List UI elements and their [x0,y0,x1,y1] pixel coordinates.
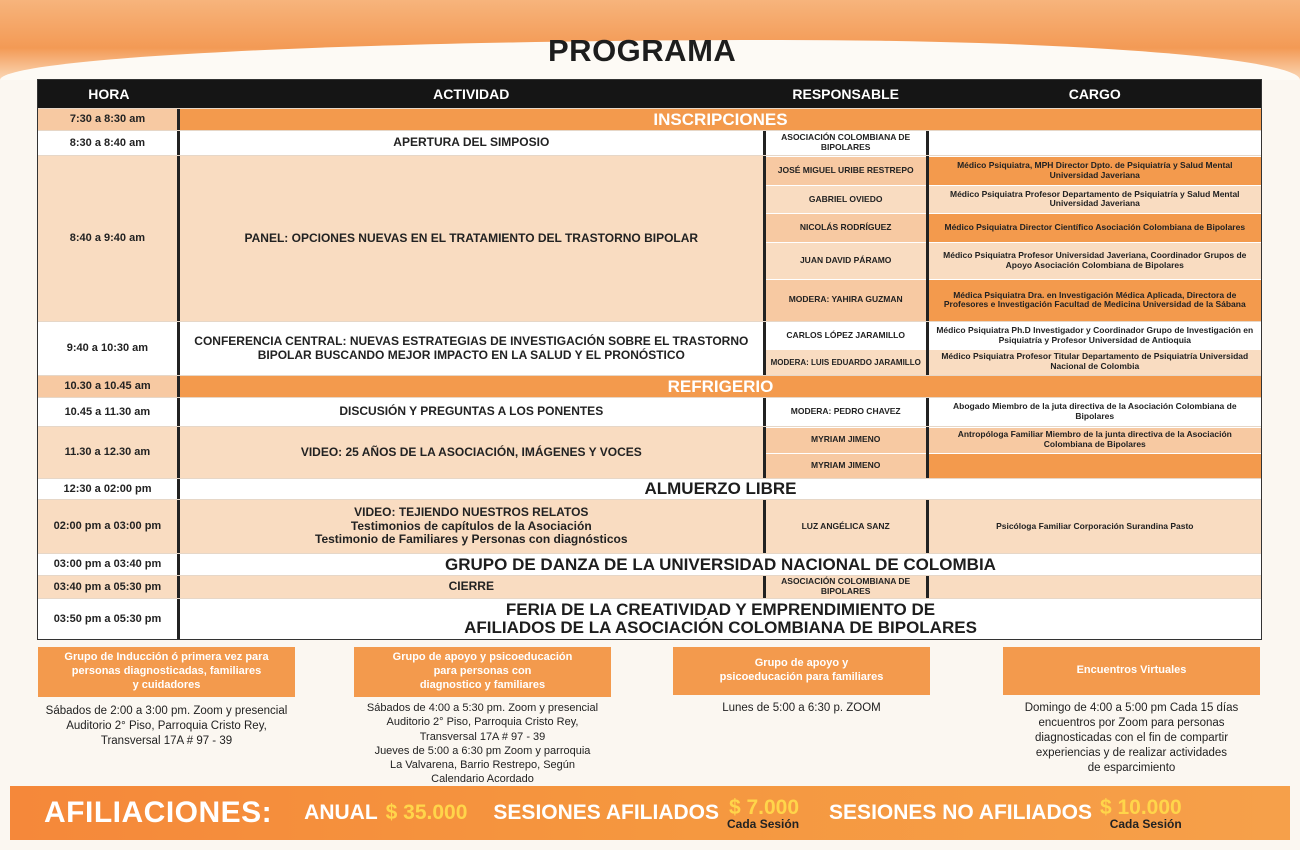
row-position [929,131,1261,155]
group-info-familiares [673,701,930,716]
row-time: 8:40 a 9:40 am [38,156,180,321]
table-row [38,397,1261,426]
header-actividad: ACTIVIDAD [433,86,510,102]
row-position [929,453,1261,479]
group-banner-induccion [38,647,295,697]
row-span: INSCRIPCIONES [180,109,1261,130]
banner-line: Encuentros Virtuales [1076,664,1187,677]
group-banner-familiares [673,647,930,695]
header-responsable: RESPONSABLE [792,86,899,102]
info-line: encuentros por Zoom para personas [1038,716,1225,729]
row-span: REFRIGERIO [180,376,1261,397]
row-time: 8:30 a 8:40 am [38,131,180,155]
info-line: Auditorio 2° Piso, Parroquia Cristo Rey, [386,716,579,729]
group-banner-virtuales [1003,647,1260,695]
span-line: AFILIADOS DE LA ASOCIACIÓN COLOMBIANA DE BIPOLARES [464,618,977,637]
row-position: Psicóloga Familiar Corporación Surandina Pasto [929,500,1261,553]
row-position: Médico Psiquiatra Profesor Titular Departamento de Psiquiatría Universidad Nacional de Colombia [929,349,1261,376]
row-span [180,599,1261,639]
row-activity: PANEL: OPCIONES NUEVAS EN EL TRATAMIENTO DEL TRASTORNO BIPOLAR [180,156,763,321]
row-time: 11.30 a 12.30 am [38,427,180,478]
row-position: Médico Psiquiatra Profesor Departamento de Psiquiatría y Salud Mental Universidad Javeriana [929,185,1261,214]
group-info-virtuales [1003,701,1260,776]
table-header [38,80,1261,108]
table-row [38,553,1261,575]
affiliations-label: AFILIACIONES: [44,796,273,829]
row-position: Médico Psiquiatra Ph.D Investigador y Coordinador Grupo de Investigación en Psiquiatría y Profesor Universidad de Antioquia [929,322,1261,349]
row-responsible: MYRIAM JIMENO [766,453,926,479]
banner-line: y cuidadores [132,678,201,691]
row-position: Médico Psiquiatra Profesor Universidad Javeriana, Coordinador Grupos de Apoyo Asociación Colombiana de Bipolares [929,242,1261,279]
row-activity: CIERRE [180,576,763,598]
header-hora: HORA [88,86,130,102]
row-activity [180,500,763,553]
row-time: 02:00 pm a 03:00 pm [38,500,180,553]
row-responsible: MYRIAM JIMENO [766,427,926,453]
activity-line: Testimonios de capítulos de la Asociación [350,518,592,533]
sesiones-no-afiliados-price: $ 10.000 [1099,795,1182,819]
banner-line: Grupo de Inducción ó primera vez para [64,651,269,664]
row-responsible: CARLOS LÓPEZ JARAMILLO [766,322,926,349]
group-info-induccion [38,704,295,749]
row-position: Antropóloga Familiar Miembro de la junta directiva de la Asociación Colombiana de Bipolares [929,427,1261,453]
table-row [38,375,1261,397]
banner-line: personas diagnosticadas, familiares [71,665,262,678]
row-time: 7:30 a 8:30 am [38,109,180,130]
row-responsible: ASOCIACIÓN COLOMBIANA DE BIPOLARES [763,576,929,598]
sesiones-afiliados-note: Cada Sesión [727,816,800,831]
info-line: Calendario Acordado [431,773,534,786]
banner-line: diagnostico y familiares [419,678,546,691]
sesiones-no-afiliados-label: SESIONES NO AFILIADOS [829,801,1092,824]
sesiones-afiliados-price-block [727,797,799,830]
info-line: de esparcimiento [1087,761,1176,774]
row-activity: DISCUSIÓN Y PREGUNTAS A LOS PONENTES [180,398,763,426]
row-activity: VIDEO: 25 AÑOS DE LA ASOCIACIÓN, IMÁGENES Y VOCES [180,427,763,478]
anual-label: ANUAL [304,801,378,824]
row-responsible: JOSÉ MIGUEL URIBE RESTREPO [766,156,926,185]
span-line: FERIA DE LA CREATIVIDAD Y EMPRENDIMIENTO DE [505,600,936,620]
row-responsible: ASOCIACIÓN COLOMBIANA DE BIPOLARES [763,131,929,155]
row-responsible: MODERA: YAHIRA GUZMAN [766,279,926,321]
affiliations-footer [10,786,1290,840]
info-line: Lunes de 5:00 a 6:30 p. ZOOM [722,702,881,714]
row-responsible: MODERA: LUIS EDUARDO JARAMILLO [766,349,926,376]
banner-line: para personas con [433,665,532,678]
group-banner-apoyo [354,647,611,697]
row-position [929,576,1261,598]
row-time: 03:40 pm a 05:30 pm [38,576,180,598]
info-line: La Valvarena, Barrio Restrepo, Según [389,759,576,772]
table-row [38,108,1261,130]
sesiones-afiliados-label: SESIONES AFILIADOS [493,801,720,824]
info-line: Sábados de 4:00 a 5:30 pm. Zoom y presencial [366,702,599,714]
row-activity: APERTURA DEL SIMPOSIO [180,131,763,155]
row-time: 10.30 a 10.45 am [38,376,180,397]
info-line: Auditorio 2° Piso, Parroquia Cristo Rey, [66,719,267,732]
row-span: ALMUERZO LIBRE [180,479,1261,499]
row-responsible: NICOLÁS RODRÍGUEZ [766,213,926,242]
row-time: 9:40 a 10:30 am [38,322,180,375]
row-time: 03:00 pm a 03:40 pm [38,554,180,575]
row-position: Abogado Miembro de la juta directiva de la Asociación Colombiana de Bipolares [929,398,1261,426]
page-title: PROGRAMA [548,33,737,68]
info-line: Jueves de 5:00 a 6:30 pm Zoom y parroquia [374,744,591,757]
row-responsible: MODERA: PEDRO CHAVEZ [763,398,929,426]
activity-line: Testimonio de Familiares y Personas con diagnósticos [315,532,628,547]
banner-line: psicoeducación para familiares [719,671,884,683]
table-row [38,130,1261,155]
info-line: Domingo de 4:00 a 5:00 pm Cada 15 días [1024,702,1239,714]
row-position: Médica Psiquiatra Dra. en Investigación Médica Aplicada, Directora de Profesores e Investigación Facultad de Medicina Universidad de la Sábana [929,279,1261,321]
table-row [38,426,1261,478]
program-table [37,79,1262,640]
table-row [38,598,1261,639]
row-activity: CONFERENCIA CENTRAL: NUEVAS ESTRATEGIAS DE INVESTIGACIÓN SOBRE EL TRASTORNO BIPOLAR BUSCANDO MEJOR IMPACTO EN LA SALUD Y EL PRONÓSTICO [180,322,763,375]
info-line: diagnosticadas con el fin de compartir [1034,731,1229,744]
row-time: 03:50 pm a 05:30 pm [38,599,180,639]
header-cargo: CARGO [1068,86,1121,102]
table-row [38,575,1261,598]
table-row [38,499,1261,553]
banner-line: Grupo de apoyo y [754,657,849,670]
sesiones-afiliados-price: $ 7.000 [728,795,800,819]
row-position: Médico Psiquiatra, MPH Director Dpto. de Psiquiatría y Salud Mental Universidad Javeriana [929,156,1261,185]
group-info-apoyo [354,701,611,787]
row-time: 12:30 a 02:00 pm [38,479,180,499]
info-line: experiencias y de realizar actividades [1035,746,1228,759]
sesiones-no-afiliados-note: Cada Sesión [1109,816,1182,831]
sesiones-no-afiliados-price-block [1100,797,1182,830]
anual-price: $ 35.000 [385,801,468,824]
row-position: Médico Psiquiatra Director Científico Asociación Colombiana de Bipolares [929,213,1261,242]
table-row [38,321,1261,375]
banner-line: Grupo de apoyo y psicoeducación [392,651,573,664]
table-row [38,478,1261,499]
row-time: 10.45 a 11.30 am [38,398,180,426]
info-line: Transversal 17A # 97 - 39 [419,730,546,743]
table-row [38,155,1261,321]
activity-line: VIDEO: TEJIENDO NUESTROS RELATOS [354,504,589,519]
row-span: GRUPO DE DANZA DE LA UNIVERSIDAD NACIONAL DE COLOMBIA [180,554,1261,575]
info-line: Transversal 17A # 97 - 39 [100,734,233,747]
row-responsible: JUAN DAVID PÁRAMO [766,242,926,279]
info-line: Sábados de 2:00 a 3:00 pm. Zoom y presencial [45,705,288,717]
row-responsible: GABRIEL OVIEDO [766,185,926,214]
row-responsible: LUZ ANGÉLICA SANZ [763,500,929,553]
